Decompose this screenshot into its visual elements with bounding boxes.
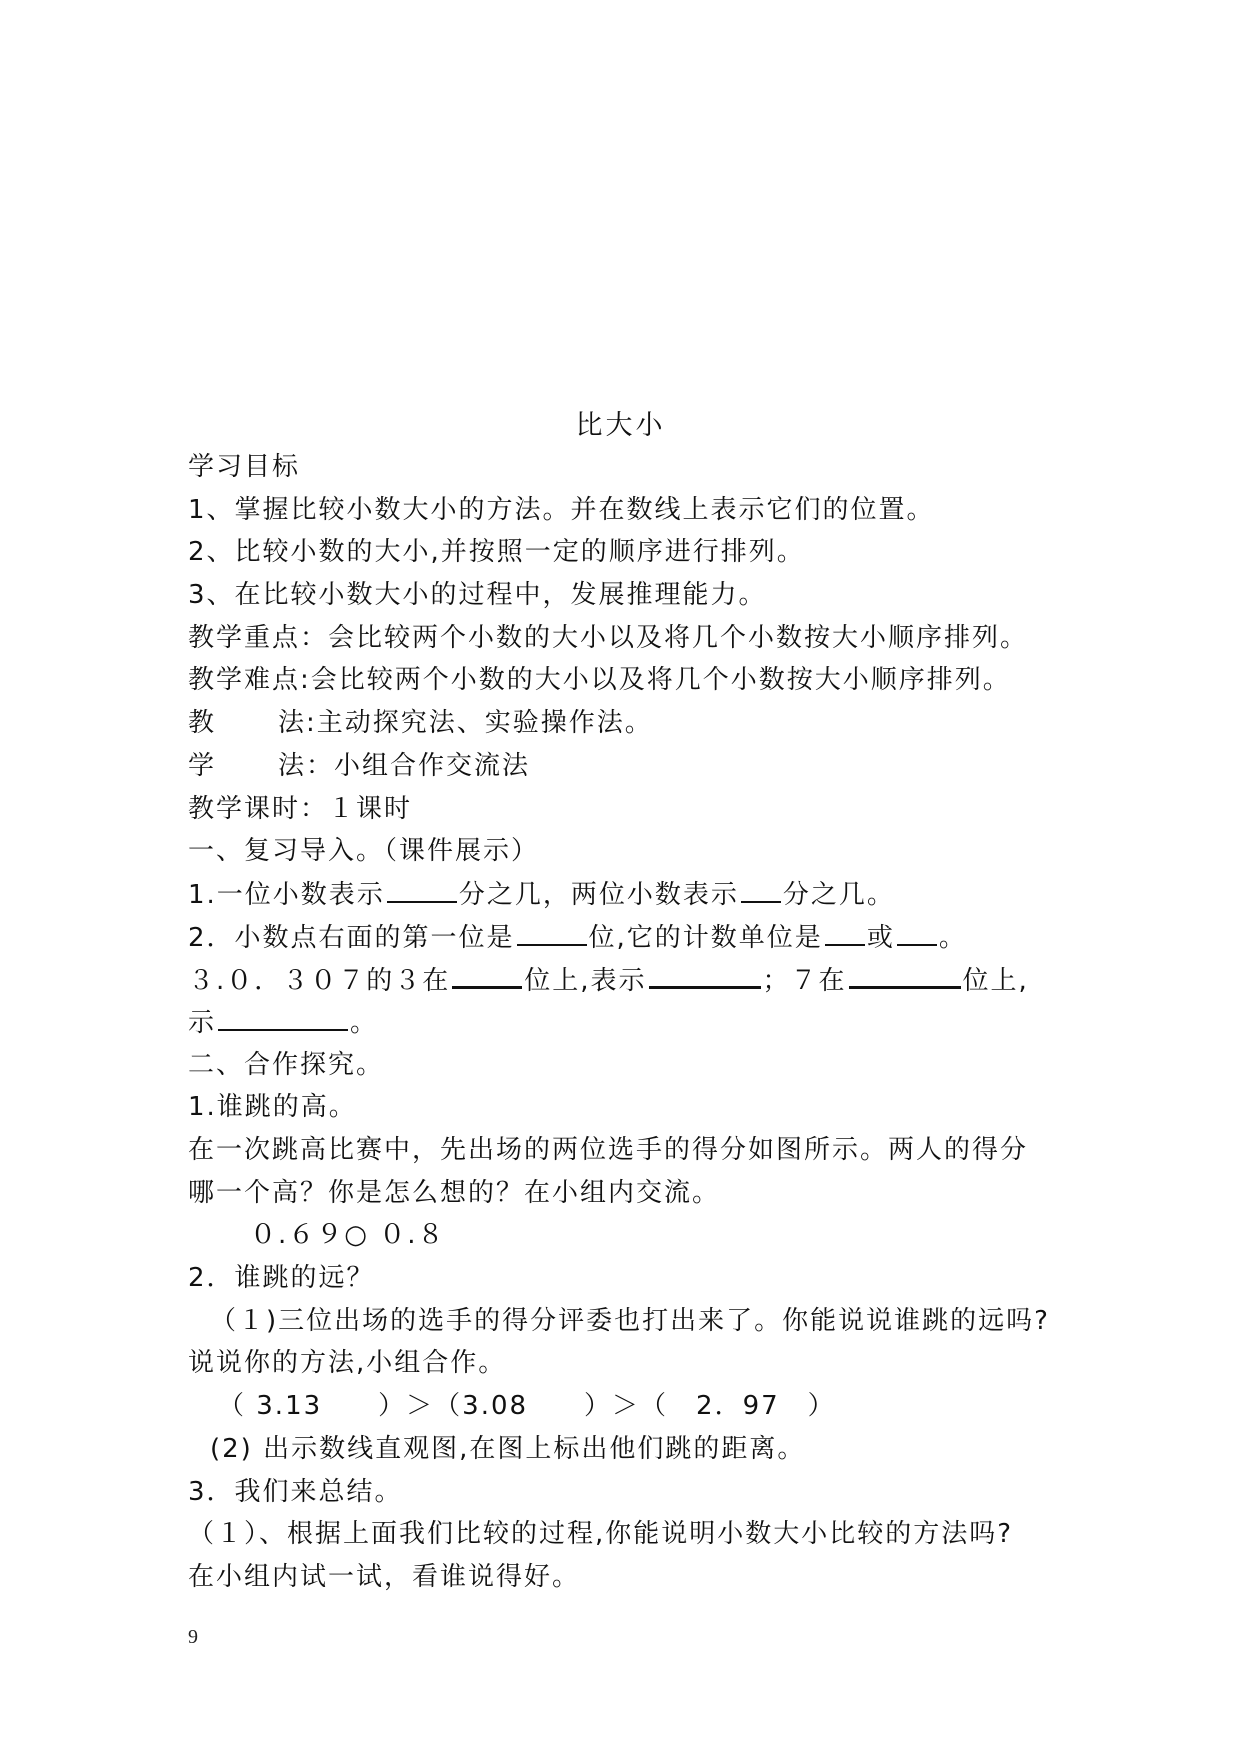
q2-blank-3	[897, 916, 937, 946]
q1-blank-1	[387, 873, 457, 903]
key-point: 教学重点：会比较两个小数的大小以及将几个小数按大小顺序排列。	[188, 622, 1029, 653]
q3-part-f: 。	[350, 1007, 379, 1038]
subsection-2-paragraph-3: (2) 出示数线直观图,在图上标出他们跳的距离。	[210, 1433, 806, 1464]
q3-part-c: ；７在	[762, 966, 847, 997]
order-expression: （ 3.13 ）＞（3.08 ）＞（ 2．97 ）	[218, 1391, 836, 1422]
teach-method	[188, 702, 1068, 745]
q1-part-b: 分之几，两位小数表示	[458, 879, 739, 910]
q2-blank-2	[825, 916, 865, 946]
compare-expression: ０.６９○ ０.８	[250, 1220, 446, 1251]
page-number: 9	[188, 1626, 198, 1648]
goal-3: 3、在比较小数大小的过程中，发展推理能力。	[188, 580, 767, 611]
q2-part-c: 或	[866, 922, 895, 953]
question-2	[188, 916, 1068, 959]
teach-method-value: 法:主动探究法、实验操作法。	[278, 708, 653, 739]
q3-part-e: 示	[188, 1007, 217, 1038]
q3-blank-3	[849, 958, 961, 989]
question-3	[188, 958, 1068, 1001]
subsection-2-paragraph-1: （１)三位出场的选手的得分评委也打出来了。你能说说谁跳的远吗?	[210, 1305, 1050, 1336]
subsection-3-paragraph-2: 在小组内试一试，看谁说得好。	[188, 1561, 581, 1592]
q1-blank-2	[741, 873, 781, 903]
q3-part-a: ３.０．３０７的３在	[188, 966, 451, 997]
q2-part-d: 。	[938, 922, 967, 953]
subsection-2-paragraph-2: 说说你的方法,小组合作。	[188, 1348, 507, 1379]
section-1-heading: 一、复习导入。（课件展示）	[188, 836, 540, 867]
q3-blank-2	[649, 958, 761, 989]
page-title: 比大小	[575, 410, 666, 441]
subsection-1-paragraph-1: 在一次跳高比赛中，先出场的两位选手的得分如图所示。两人的得分	[188, 1135, 1029, 1165]
learn-method-value: 法：小组合作交流法	[278, 750, 531, 781]
subsection-1-heading: 1.谁跳的高。	[188, 1092, 357, 1123]
question-3-continued	[188, 1001, 1068, 1044]
q1-part-c: 分之几。	[782, 879, 895, 910]
q3-part-b: 位上,表示	[524, 966, 647, 997]
subsection-1-paragraph-2: 哪一个高？你是怎么想的？在小组内交流。	[188, 1177, 721, 1208]
q3-blank-1	[452, 958, 522, 989]
q3-blank-4	[218, 1001, 348, 1031]
goals-heading: 学习目标	[188, 452, 301, 482]
goal-1: 1、掌握比较小数大小的方法。并在数线上表示它们的位置。	[188, 494, 935, 525]
subsection-3-heading: 3．我们来总结。	[188, 1476, 403, 1507]
q2-part-b: 位,它的计数单位是	[588, 922, 823, 953]
difficulty: 教学难点:会比较两个小数的大小以及将几个小数按大小顺序排列。	[188, 665, 1011, 696]
q1-part-a: 1.一位小数表示	[188, 879, 385, 910]
q2-part-a: 2．小数点右面的第一位是	[188, 922, 515, 953]
subsection-3-paragraph-1: （１）、根据上面我们比较的过程,你能说明小数大小比较的方法吗?	[188, 1519, 1014, 1550]
teaching-hours: 教学课时：１课时	[188, 793, 413, 824]
question-1	[188, 873, 1068, 916]
q2-blank-1	[517, 916, 587, 946]
document-body	[188, 446, 1068, 1599]
q3-part-d: 位上,	[962, 966, 1029, 997]
section-2-heading: 二、合作探究。	[188, 1049, 385, 1080]
goal-2: 2、比较小数的大小,并按照一定的顺序进行排列。	[188, 537, 805, 568]
learn-method	[188, 745, 1068, 788]
teach-method-label: 教	[188, 708, 217, 739]
subsection-2-heading: 2．谁跳的远？	[188, 1263, 375, 1294]
learn-method-label: 学	[188, 750, 217, 781]
